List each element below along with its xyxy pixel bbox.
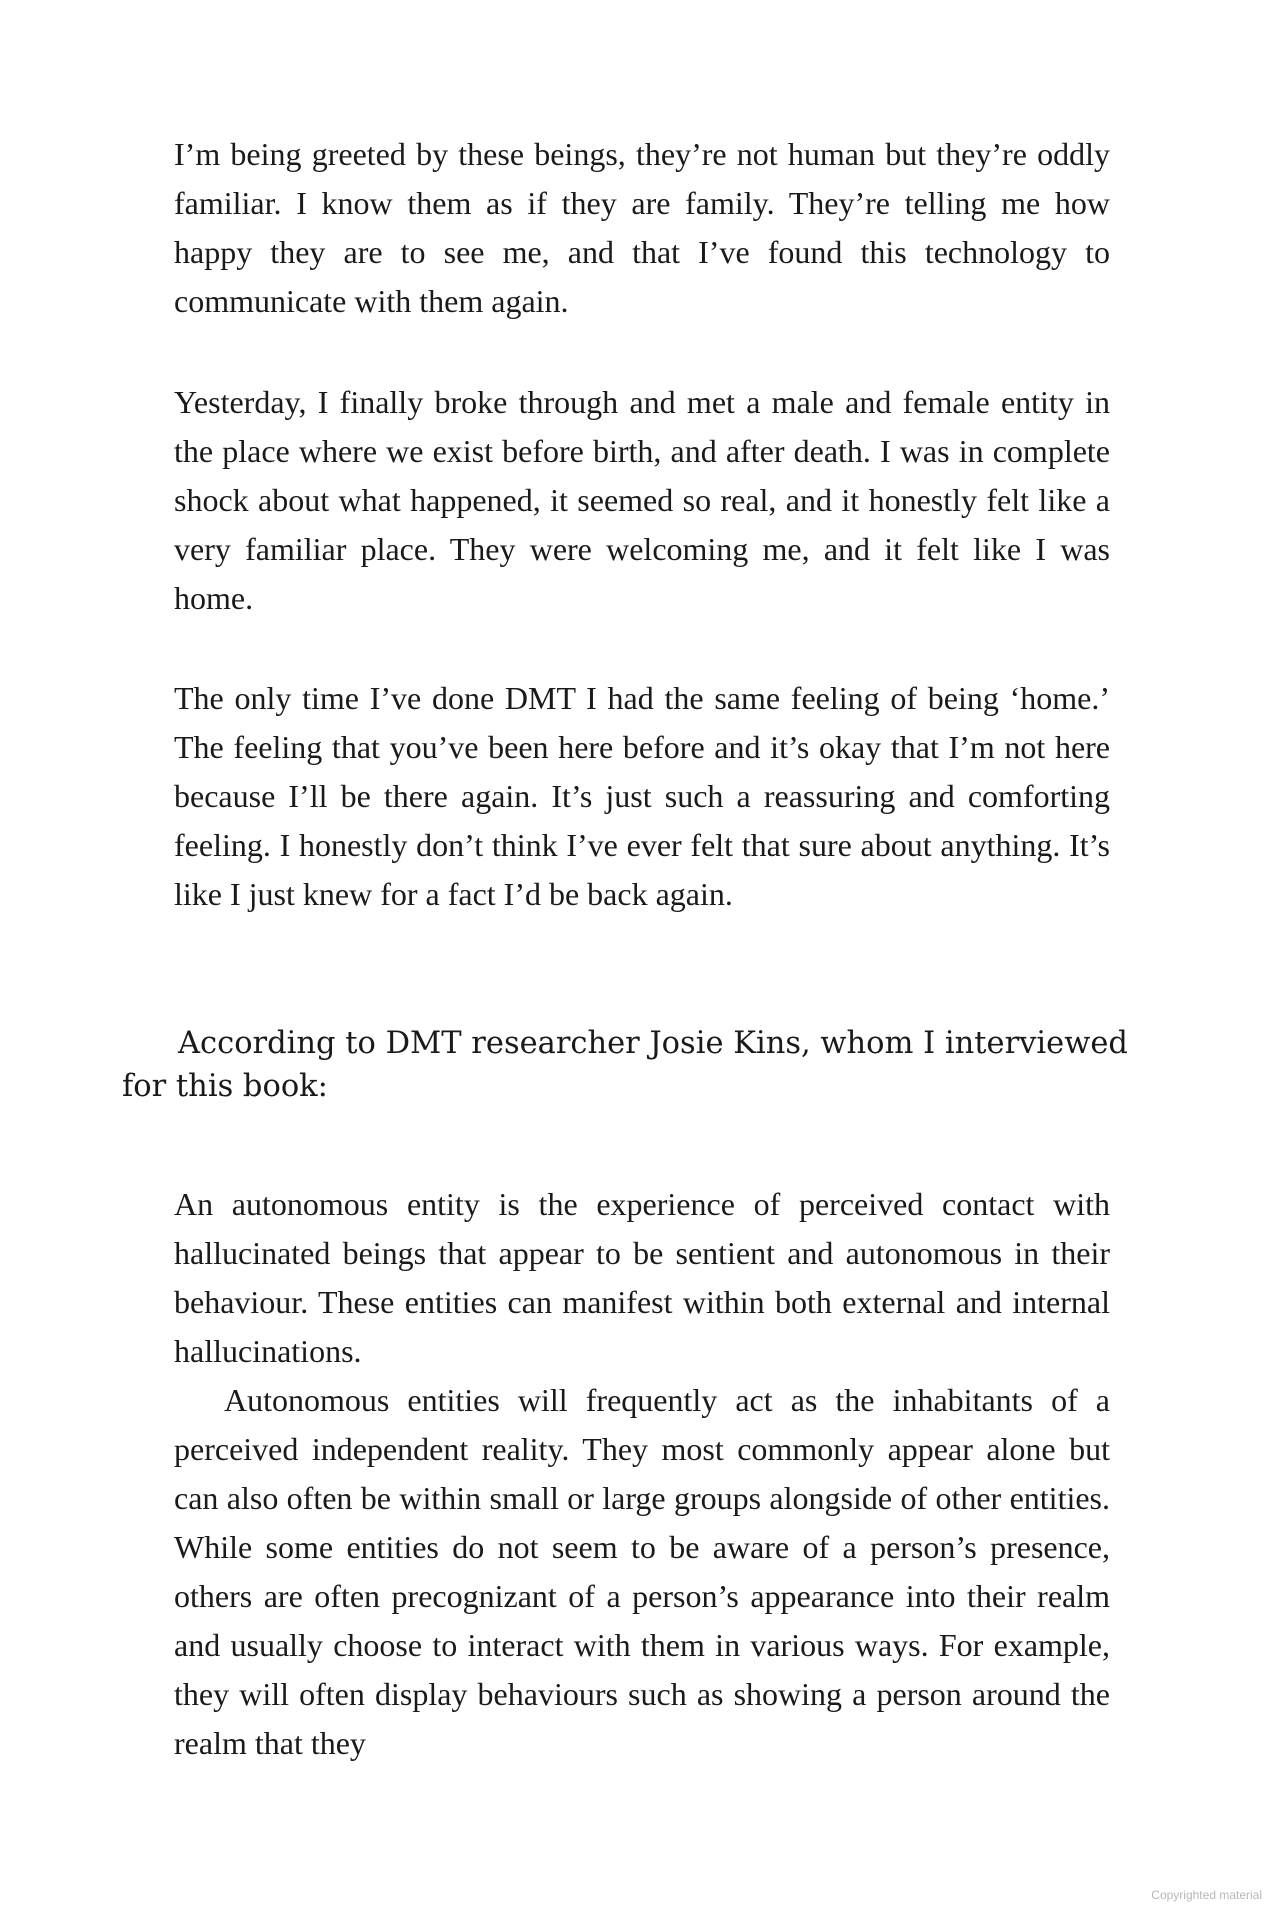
- quote-paragraph-1: An autonomous entity is the experience of perceived contact with hallucinated beings that appear to be sentient and autonomous in their behaviour. These entities can manifest within both external and internal hallucinations.: [174, 1186, 1110, 1369]
- block-quote-autonomous-entity: [174, 1180, 1110, 1768]
- narrative-line-2: for this book:: [122, 1069, 328, 1104]
- copyright-watermark: Copyrighted material: [1151, 1888, 1262, 1902]
- block-quote-broke-through: [174, 378, 1110, 623]
- quote-paragraph: I’m being greeted by these beings, they’re not human but they’re oddly familiar. I know them as if they are family. They’re telling me how happy they are to see me, and that I’ve found this technology to communicate with them again.: [174, 136, 1110, 319]
- narrative-line-1: According to DMT researcher Josie Kins, whom I interviewed: [178, 1026, 1128, 1061]
- quote-paragraph-2: Autonomous entities will frequently act as the inhabitants of a perceived independent reality. They most commonly appear alone but can also often be within small or large groups alongside of other entities. While some entities do not seem to be aware of a person’s presence, others are often precognizant of a person’s appearance into their realm and usually choose to interact with them in various ways. For example, they will often display behaviours such as showing a person around the realm that they: [174, 1382, 1110, 1761]
- quote-paragraph: Yesterday, I finally broke through and met a male and female entity in the place where we exist before birth, and after death. I was in complete shock about what happened, it seemed so real, and it honestly felt like a very familiar place. They were welcoming me, and it felt like I was home.: [174, 384, 1110, 616]
- narrative-paragraph: [122, 1022, 1182, 1108]
- block-quote-home-feeling: [174, 674, 1110, 919]
- quote-paragraph: The only time I’ve done DMT I had the same feeling of being ‘home.’ The feeling that you’ve been here before and it’s okay that I’m not here because I’ll be there again. It’s just such a reassuring and comforting feeling. I honestly don’t think I’ve ever felt that sure about anything. It’s like I just knew for a fact I’d be back again.: [174, 680, 1110, 912]
- block-quote-greeted: [174, 130, 1110, 326]
